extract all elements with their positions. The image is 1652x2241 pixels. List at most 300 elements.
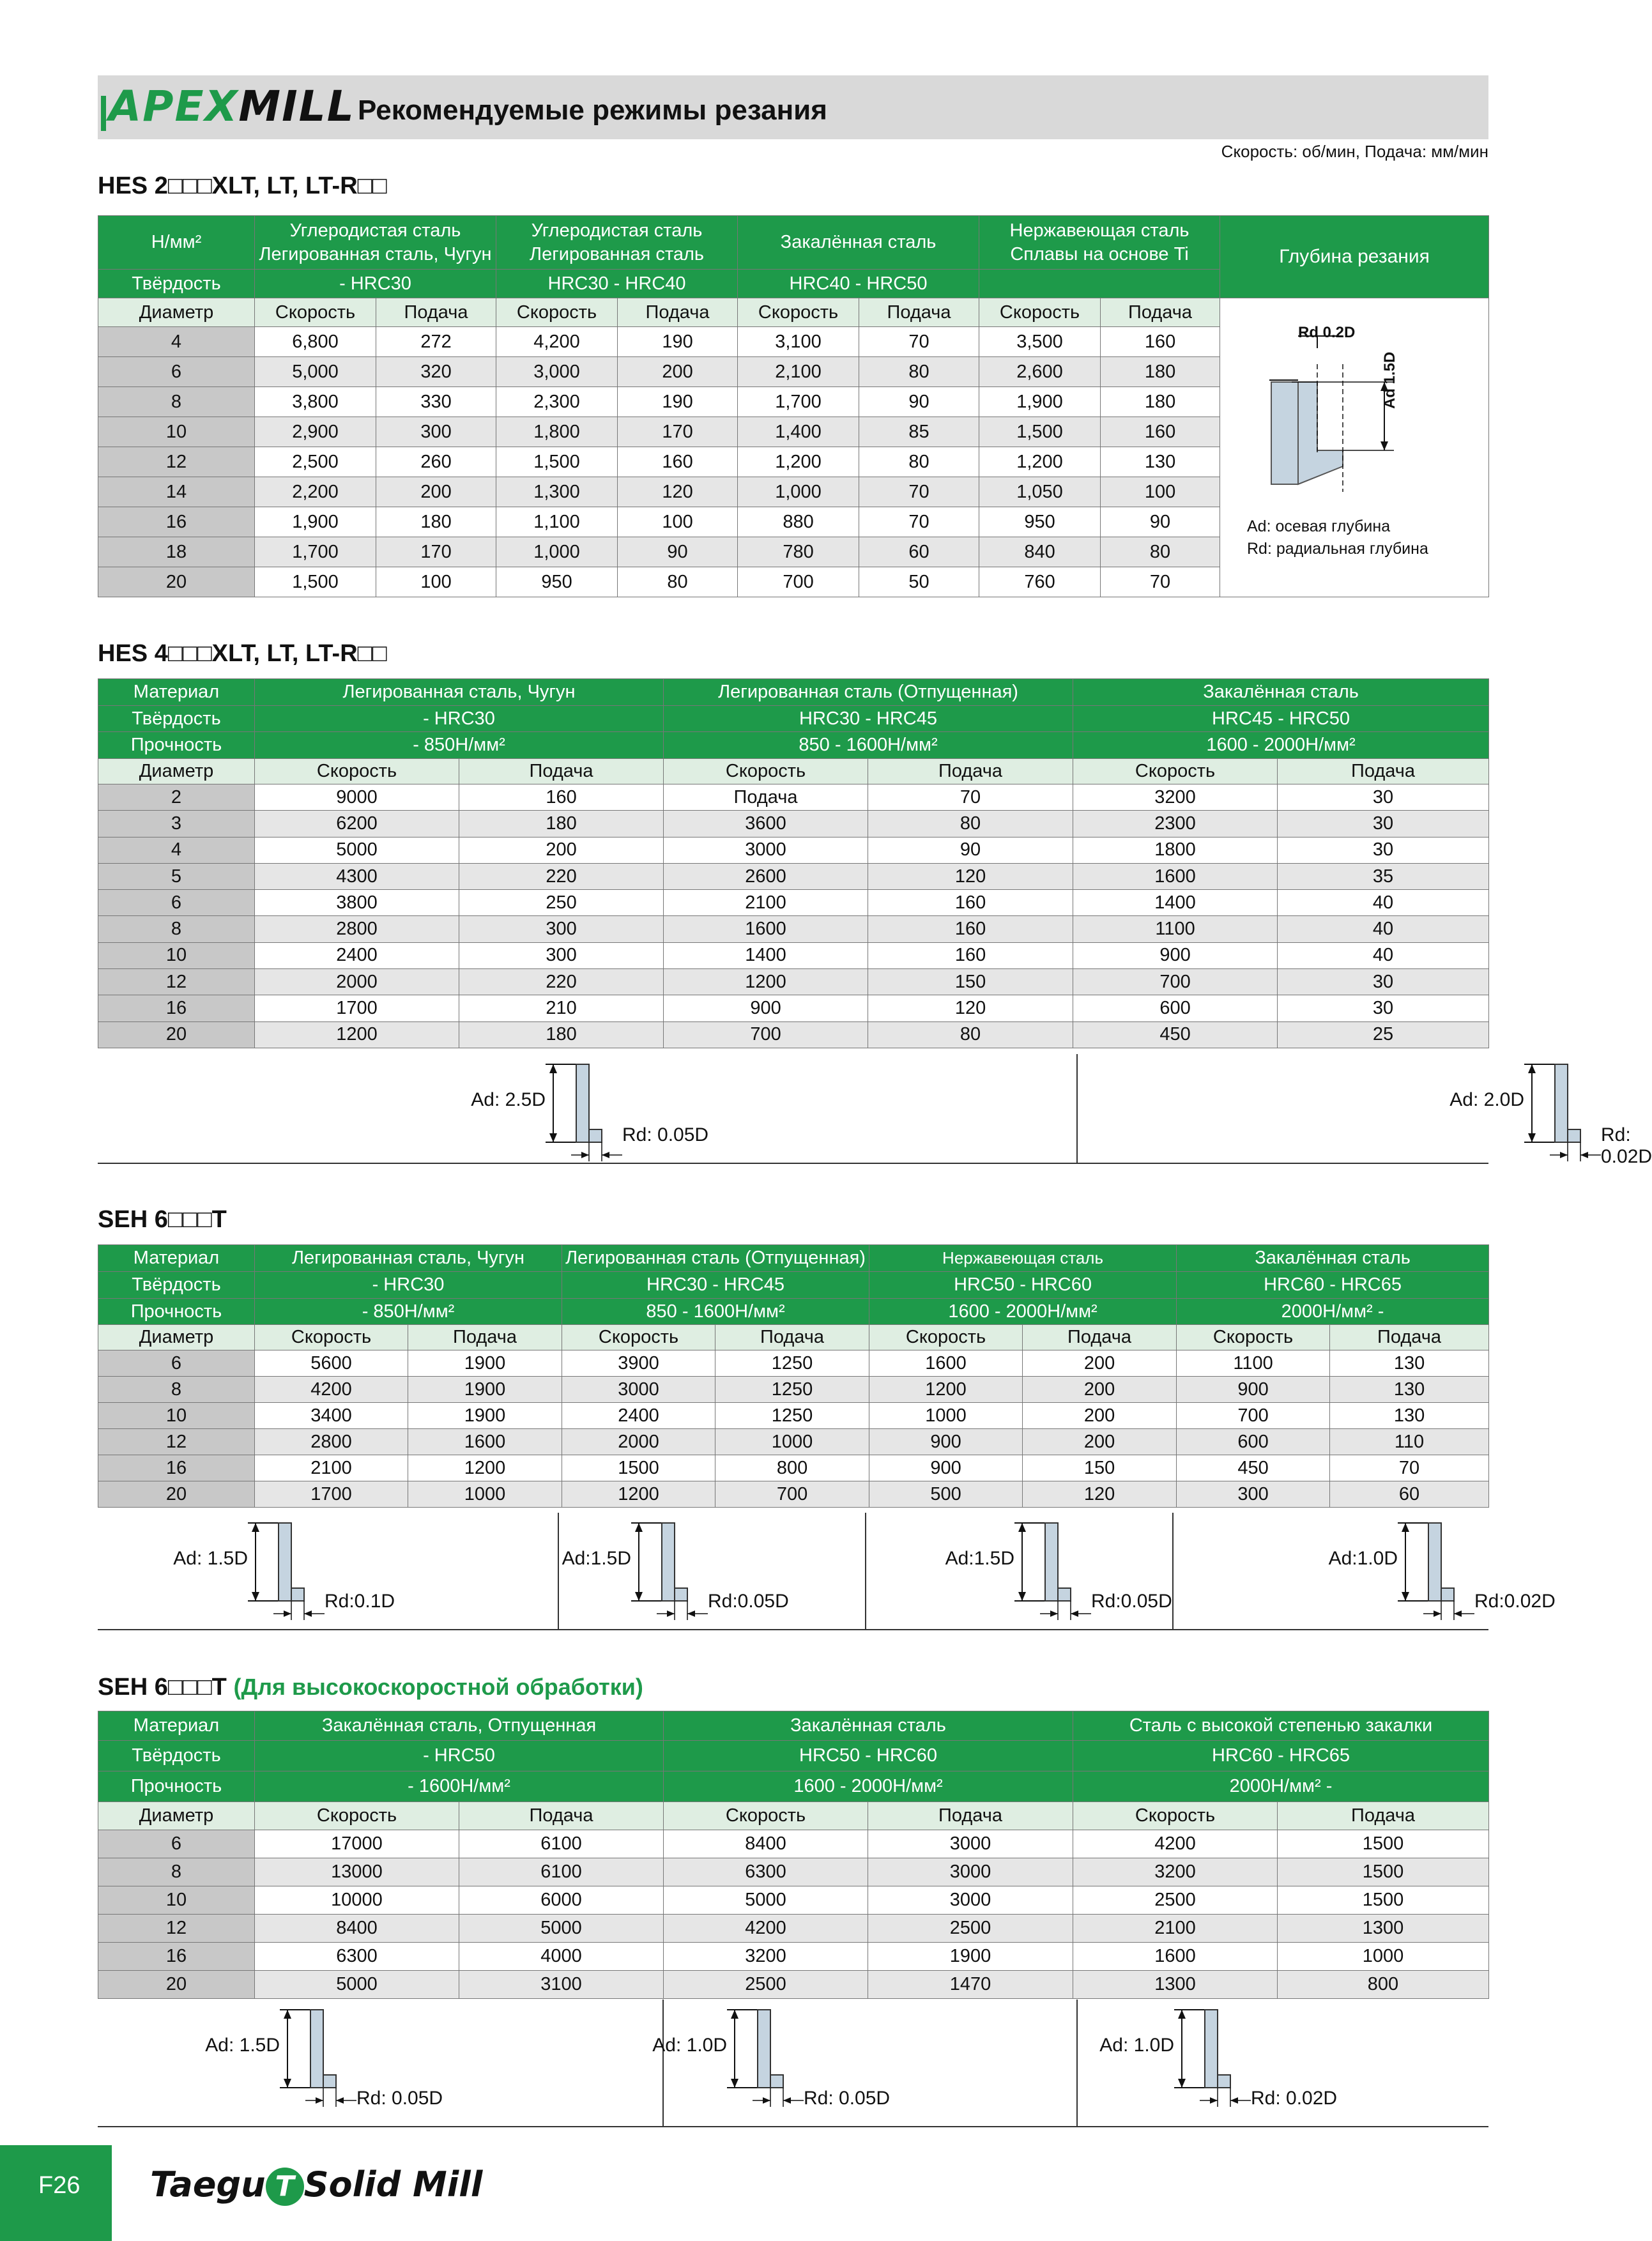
feed-cell: 90 <box>868 837 1073 863</box>
feed-cell: 800 <box>715 1455 869 1481</box>
feed-cell: 110 <box>1330 1429 1489 1455</box>
material-header: Углеродистая сталь Легированная сталь <box>496 216 738 270</box>
hardness-label: Твёрдость <box>98 1272 255 1299</box>
feed-cell: 80 <box>859 447 979 477</box>
speed-cell: 2000 <box>255 969 459 995</box>
feed-cell: 170 <box>618 417 738 447</box>
feed-cell: 160 <box>1101 327 1220 357</box>
diameter-cell: 6 <box>98 1350 255 1377</box>
diagram-divider <box>1076 2000 1078 2126</box>
speed-header: Скорость <box>979 298 1101 327</box>
diameter-cell: 6 <box>98 1830 255 1858</box>
feed-header: Подача <box>618 298 738 327</box>
speed-cell: 2100 <box>1073 1915 1278 1943</box>
feed-cell: 260 <box>376 447 496 477</box>
hardness-value <box>979 270 1220 298</box>
speed-cell: 2,300 <box>496 387 618 417</box>
speed-cell: 1,700 <box>255 537 376 567</box>
speed-cell: 2600 <box>664 863 868 889</box>
speed-cell: 900 <box>869 1429 1023 1455</box>
speed-cell: 450 <box>1073 1021 1278 1048</box>
brand-logo: Taegu T Solid Mill <box>150 2164 482 2206</box>
feed-cell: 70 <box>859 477 979 507</box>
diameter-cell: 14 <box>98 477 255 507</box>
speed-cell: 1,500 <box>979 417 1101 447</box>
hardness-value: HRC60 - HRC65 <box>1177 1272 1489 1299</box>
feed-cell: 1900 <box>408 1403 562 1429</box>
strength-value: 850 - 1600Н/мм² <box>664 732 1073 759</box>
feed-cell: 1250 <box>715 1377 869 1403</box>
feed-cell: 200 <box>1023 1429 1177 1455</box>
table-row <box>98 863 1489 889</box>
feed-cell: 120 <box>868 863 1073 889</box>
speed-cell: 760 <box>979 567 1101 597</box>
speed-cell: 1,800 <box>496 417 618 447</box>
feed-cell: 100 <box>618 507 738 537</box>
table-row <box>98 1481 1489 1508</box>
speed-cell: 1400 <box>664 942 868 968</box>
ad-label: Ad: 1.0D <box>1099 2035 1174 2056</box>
diameter-cell: 3 <box>98 811 255 837</box>
feed-cell: 90 <box>618 537 738 567</box>
feed-cell: 150 <box>1023 1455 1177 1481</box>
diameter-cell: 5 <box>98 863 255 889</box>
depth-header: Глубина резания <box>1220 216 1489 298</box>
feed-cell: 200 <box>376 477 496 507</box>
feed-cell: 5000 <box>459 1915 664 1943</box>
feed-header: Подача <box>1101 298 1220 327</box>
feed-cell: 1500 <box>1278 1830 1489 1858</box>
feed-cell: 130 <box>1330 1403 1489 1429</box>
speed-cell: 1,050 <box>979 477 1101 507</box>
speed-cell: 1200 <box>664 969 868 995</box>
strength-value: - 1600Н/мм² <box>255 1771 664 1802</box>
material-label: Материал <box>98 679 255 706</box>
feed-cell: 160 <box>1101 417 1220 447</box>
section-title-hes2: HES 2□□□XLT, LT, LT-R□□ <box>98 172 387 199</box>
diameter-cell: 12 <box>98 1429 255 1455</box>
feed-header: Подача <box>408 1325 562 1350</box>
feed-cell: 100 <box>1101 477 1220 507</box>
feed-cell: 35 <box>1278 863 1489 889</box>
hardness-value: HRC50 - HRC60 <box>664 1741 1073 1771</box>
feed-cell: 220 <box>459 863 664 889</box>
feed-cell: 200 <box>1023 1377 1177 1403</box>
speed-cell: 2100 <box>664 890 868 916</box>
feed-header: Подача <box>1278 1802 1489 1830</box>
speed-cell: 1,700 <box>738 387 859 417</box>
feed-cell: 85 <box>859 417 979 447</box>
feed-header: Подача <box>1023 1325 1177 1350</box>
feed-cell: 80 <box>1101 537 1220 567</box>
diameter-header: Диаметр <box>98 1325 255 1350</box>
diameter-cell: 20 <box>98 1021 255 1048</box>
feed-cell: 300 <box>459 942 664 968</box>
speed-cell: 3900 <box>562 1350 715 1377</box>
diameter-header: Диаметр <box>98 298 255 327</box>
feed-cell: 80 <box>868 1021 1073 1048</box>
material-header: Легированная сталь (Отпущенная) <box>562 1245 869 1272</box>
feed-cell: 60 <box>859 537 979 567</box>
speed-cell: 2,500 <box>255 447 376 477</box>
rd-label: Rd:0.05D <box>708 1591 789 1612</box>
table-row <box>98 890 1489 916</box>
depth-profile-icon <box>1221 326 1488 600</box>
feed-cell: 3100 <box>459 1971 664 1999</box>
diameter-cell: 8 <box>98 387 255 417</box>
speed-cell: 1,300 <box>496 477 618 507</box>
strength-value: 1600 - 2000Н/мм² <box>869 1299 1177 1325</box>
table-row <box>98 916 1489 942</box>
speed-cell: 700 <box>738 567 859 597</box>
feed-header: Подача <box>868 1802 1073 1830</box>
speed-cell: 3200 <box>1073 1858 1278 1886</box>
strength-value: 1600 - 2000Н/мм² <box>1073 732 1489 759</box>
speed-cell: 1,200 <box>738 447 859 477</box>
hardness-value: HRC45 - HRC50 <box>1073 706 1489 732</box>
page-number: F26 <box>38 2172 80 2199</box>
speed-cell: 3200 <box>1073 784 1278 811</box>
feed-cell: 80 <box>618 567 738 597</box>
feed-cell: 180 <box>1101 357 1220 387</box>
speed-cell: 1600 <box>1073 1943 1278 1971</box>
strength-value: 2000Н/мм² - <box>1177 1299 1489 1325</box>
strength-value: - 850Н/мм² <box>255 1299 562 1325</box>
speed-cell: 2,600 <box>979 357 1101 387</box>
strength-label: Прочность <box>98 1771 255 1802</box>
speed-cell: 13000 <box>255 1858 459 1886</box>
feed-cell: 40 <box>1278 916 1489 942</box>
speed-cell: 2,900 <box>255 417 376 447</box>
speed-header: Скорость <box>664 1802 868 1830</box>
feed-cell: 1900 <box>868 1943 1073 1971</box>
diameter-cell: 16 <box>98 1455 255 1481</box>
speed-header: Скорость <box>1177 1325 1330 1350</box>
table-row <box>98 1858 1489 1886</box>
feed-cell: 160 <box>868 890 1073 916</box>
feed-cell: 120 <box>868 995 1073 1021</box>
feed-cell: 250 <box>459 890 664 916</box>
hardness-value: - HRC50 <box>255 1741 664 1771</box>
speed-cell: 1600 <box>1073 863 1278 889</box>
speed-cell: 900 <box>664 995 868 1021</box>
feed-cell: 80 <box>859 357 979 387</box>
speed-cell: 1200 <box>255 1021 459 1048</box>
feed-cell: 150 <box>868 969 1073 995</box>
speed-cell: 2000 <box>562 1429 715 1455</box>
feed-cell: 25 <box>1278 1021 1489 1048</box>
rd-label: Rd: 0.05D <box>804 2088 891 2109</box>
speed-cell: 3000 <box>562 1377 715 1403</box>
feed-cell: 210 <box>459 995 664 1021</box>
feed-cell: 90 <box>859 387 979 417</box>
table-row <box>98 1429 1489 1455</box>
speed-cell: 900 <box>869 1455 1023 1481</box>
feed-cell: 3000 <box>868 1858 1073 1886</box>
cutting-table-seh6-hs <box>98 1711 1489 1999</box>
feed-cell: 160 <box>868 942 1073 968</box>
speed-cell: 2,200 <box>255 477 376 507</box>
feed-cell: 1500 <box>1278 1886 1489 1915</box>
feed-cell: 800 <box>1278 1971 1489 1999</box>
speed-cell: 1600 <box>664 916 868 942</box>
taegu-mark-icon: T <box>266 2168 304 2206</box>
feed-cell: 1200 <box>408 1455 562 1481</box>
speed-cell: 1200 <box>562 1481 715 1508</box>
speed-cell: 3600 <box>664 811 868 837</box>
diameter-header: Диаметр <box>98 1802 255 1830</box>
strength-value: - 850Н/мм² <box>255 732 664 759</box>
feed-cell: 100 <box>376 567 496 597</box>
feed-cell: 320 <box>376 357 496 387</box>
diameter-cell: 6 <box>98 890 255 916</box>
feed-cell: 1250 <box>715 1350 869 1377</box>
feed-header: Подача <box>459 759 664 784</box>
speed-cell: 3200 <box>664 1943 868 1971</box>
speed-header: Скорость <box>1073 1802 1278 1830</box>
speed-cell: 2,100 <box>738 357 859 387</box>
speed-cell: 3,800 <box>255 387 376 417</box>
hardness-value: HRC60 - HRC65 <box>1073 1741 1489 1771</box>
speed-cell: 1,500 <box>496 447 618 477</box>
speed-cell: 10000 <box>255 1886 459 1915</box>
section-title-hes4: HES 4□□□XLT, LT, LT-R□□ <box>98 640 387 667</box>
material-header: Закалённая сталь <box>1177 1245 1489 1272</box>
speed-cell: 3800 <box>255 890 459 916</box>
speed-cell: 600 <box>1177 1429 1330 1455</box>
feed-cell: 180 <box>459 1021 664 1048</box>
diameter-cell: 10 <box>98 942 255 968</box>
feed-cell: 1300 <box>1278 1915 1489 1943</box>
hardness-label: Твёрдость <box>98 706 255 732</box>
diameter-cell: 16 <box>98 507 255 537</box>
diameter-cell: 20 <box>98 1971 255 1999</box>
table-row <box>98 1403 1489 1429</box>
feed-cell: 130 <box>1101 447 1220 477</box>
feed-cell: 1500 <box>1278 1858 1489 1886</box>
diameter-cell: 4 <box>98 837 255 863</box>
diagram-divider <box>1076 1054 1078 1163</box>
feed-header: Подача <box>868 759 1073 784</box>
feed-cell: 40 <box>1278 942 1489 968</box>
diameter-cell: 10 <box>98 1886 255 1915</box>
speed-cell: 6200 <box>255 811 459 837</box>
feed-cell: 70 <box>1330 1455 1489 1481</box>
feed-cell: 1000 <box>1278 1943 1489 1971</box>
feed-cell: 120 <box>618 477 738 507</box>
speed-cell: 1600 <box>869 1350 1023 1377</box>
cutting-table-seh6 <box>98 1244 1489 1508</box>
ad-label: Ad:1.5D <box>945 1548 1014 1569</box>
feed-cell: 200 <box>1023 1350 1177 1377</box>
table-row <box>98 969 1489 995</box>
rd-label: Rd: 0.02D <box>1251 2088 1338 2109</box>
material-header: Легированная сталь (Отпущенная) <box>664 679 1073 706</box>
feed-header: Подача <box>859 298 979 327</box>
cutting-table-hes4 <box>98 678 1489 1048</box>
speed-cell: 2500 <box>1073 1886 1278 1915</box>
speed-cell: 2300 <box>1073 811 1278 837</box>
feed-cell: 70 <box>859 327 979 357</box>
feed-cell: 160 <box>868 916 1073 942</box>
units-note: Скорость: об/мин, Подача: мм/мин <box>1221 142 1488 161</box>
diagram-divider <box>865 1513 866 1629</box>
material-header: Легированная сталь, Чугун <box>255 679 664 706</box>
speed-cell: 4200 <box>664 1915 868 1943</box>
hardness-value: - HRC30 <box>255 1272 562 1299</box>
speed-header: Скорость <box>255 1802 459 1830</box>
material-label: Материал <box>98 1245 255 1272</box>
speed-header: Скорость <box>255 759 459 784</box>
hardness-value: HRC40 - HRC50 <box>738 270 979 298</box>
feed-cell: 90 <box>1101 507 1220 537</box>
feed-header: Подача <box>459 1802 664 1830</box>
speed-cell: 2100 <box>255 1455 408 1481</box>
feed-cell: 30 <box>1278 995 1489 1021</box>
speed-cell: 2800 <box>255 1429 408 1455</box>
table-row <box>98 784 1489 811</box>
logo-accent <box>101 96 106 131</box>
speed-cell: 1500 <box>562 1455 715 1481</box>
feed-cell: 170 <box>376 537 496 567</box>
feed-cell: 50 <box>859 567 979 597</box>
rd-label: Rd:0.1D <box>325 1591 395 1612</box>
speed-cell: 1,200 <box>979 447 1101 477</box>
feed-cell: 2500 <box>868 1915 1073 1943</box>
speed-cell: 5000 <box>255 1971 459 1999</box>
speed-cell: 1,900 <box>255 507 376 537</box>
speed-cell: 17000 <box>255 1830 459 1858</box>
speed-cell: 880 <box>738 507 859 537</box>
table-row <box>98 1830 1489 1858</box>
feed-cell: 1250 <box>715 1403 869 1429</box>
feed-cell: 6100 <box>459 1858 664 1886</box>
feed-cell: 272 <box>376 327 496 357</box>
speed-cell: 9000 <box>255 784 459 811</box>
speed-cell: 450 <box>1177 1455 1330 1481</box>
diagram-divider <box>1172 1513 1174 1629</box>
hardness-value: - HRC30 <box>255 270 496 298</box>
feed-cell: 330 <box>376 387 496 417</box>
speed-cell: 4200 <box>1073 1830 1278 1858</box>
material-header: Легированная сталь, Чугун <box>255 1245 562 1272</box>
feed-cell: 200 <box>459 837 664 863</box>
feed-cell: 6000 <box>459 1886 664 1915</box>
diameter-cell: 20 <box>98 567 255 597</box>
speed-cell: 1300 <box>1073 1971 1278 1999</box>
feed-cell: 70 <box>859 507 979 537</box>
material-header: Сталь с высокой степенью закалки <box>1073 1711 1489 1741</box>
speed-cell: 700 <box>1073 969 1278 995</box>
speed-cell: 4,200 <box>496 327 618 357</box>
table-row <box>98 1350 1489 1377</box>
speed-header: Скорость <box>255 1325 408 1350</box>
feed-header: Подача <box>376 298 496 327</box>
section-title-seh6-hs: SEH 6□□□T (Для высокоскоростной обработки) <box>98 1674 643 1701</box>
material-header: Закалённая сталь <box>664 1711 1073 1741</box>
feed-cell: 160 <box>618 447 738 477</box>
feed-cell: 1900 <box>408 1377 562 1403</box>
diameter-cell: 20 <box>98 1481 255 1508</box>
feed-cell: 120 <box>1023 1481 1177 1508</box>
strength-label: Прочность <box>98 732 255 759</box>
feed-cell: 80 <box>868 811 1073 837</box>
speed-cell: 3,000 <box>496 357 618 387</box>
feed-cell: 130 <box>1330 1377 1489 1403</box>
feed-cell: 30 <box>1278 969 1489 995</box>
speed-cell: 840 <box>979 537 1101 567</box>
speed-cell: 1800 <box>1073 837 1278 863</box>
speed-cell: 300 <box>1177 1481 1330 1508</box>
hardness-value: HRC30 - HRC45 <box>664 706 1073 732</box>
legend-rd: Rd: радиальная глубина <box>1247 540 1428 558</box>
feed-cell: 200 <box>1023 1403 1177 1429</box>
feed-cell: 30 <box>1278 811 1489 837</box>
ad-label: Ad: 1.5D <box>173 1548 248 1569</box>
speed-cell: 700 <box>664 1021 868 1048</box>
diameter-cell: 8 <box>98 916 255 942</box>
ad-label: Ad:1.5D <box>562 1548 631 1569</box>
apexmill-logo: APEXMILL <box>109 82 355 131</box>
section-title-seh6: SEH 6□□□T <box>98 1206 227 1233</box>
table-row <box>98 1377 1489 1403</box>
strength-value: 850 - 1600Н/мм² <box>562 1299 869 1325</box>
material-header: Углеродистая сталь Легированная сталь, Чугун <box>255 216 496 270</box>
feed-cell: 130 <box>1330 1350 1489 1377</box>
depth-profile-icon <box>526 1059 648 1168</box>
depth-spacer <box>1220 298 1489 327</box>
feed-cell: 700 <box>715 1481 869 1508</box>
diameter-cell: 12 <box>98 447 255 477</box>
speed-cell: 6300 <box>664 1858 868 1886</box>
hardness-value: HRC30 - HRC45 <box>562 1272 869 1299</box>
feed-cell: 180 <box>1101 387 1220 417</box>
table-row <box>98 1886 1489 1915</box>
feed-cell: 1900 <box>408 1350 562 1377</box>
speed-header: Скорость <box>738 298 859 327</box>
speed-header: Скорость <box>496 298 618 327</box>
diameter-cell: 18 <box>98 537 255 567</box>
feed-cell: 160 <box>459 784 664 811</box>
speed-cell: 1200 <box>869 1377 1023 1403</box>
feed-cell: 40 <box>1278 890 1489 916</box>
diameter-cell: 6 <box>98 357 255 387</box>
diameter-cell: 10 <box>98 417 255 447</box>
material-header: Закалённая сталь, Отпущенная <box>255 1711 664 1741</box>
speed-header: Скорость <box>664 759 868 784</box>
speed-cell: 6300 <box>255 1943 459 1971</box>
speed-cell: 600 <box>1073 995 1278 1021</box>
table-row <box>98 1455 1489 1481</box>
table-row <box>98 1943 1489 1971</box>
feed-cell: 1470 <box>868 1971 1073 1999</box>
feed-cell: 60 <box>1330 1481 1489 1508</box>
table-row <box>98 1021 1489 1048</box>
speed-cell: 2500 <box>664 1971 868 1999</box>
speed-cell: 3400 <box>255 1403 408 1429</box>
speed-cell: 5600 <box>255 1350 408 1377</box>
speed-cell: 1700 <box>255 995 459 1021</box>
speed-cell: 8400 <box>255 1915 459 1943</box>
speed-cell: 1,100 <box>496 507 618 537</box>
speed-header: Скорость <box>255 298 376 327</box>
speed-cell: 950 <box>496 567 618 597</box>
speed-cell: 500 <box>869 1481 1023 1508</box>
speed-cell: 900 <box>1177 1377 1330 1403</box>
speed-cell: 1,400 <box>738 417 859 447</box>
table-row <box>98 811 1489 837</box>
table-row <box>98 837 1489 863</box>
